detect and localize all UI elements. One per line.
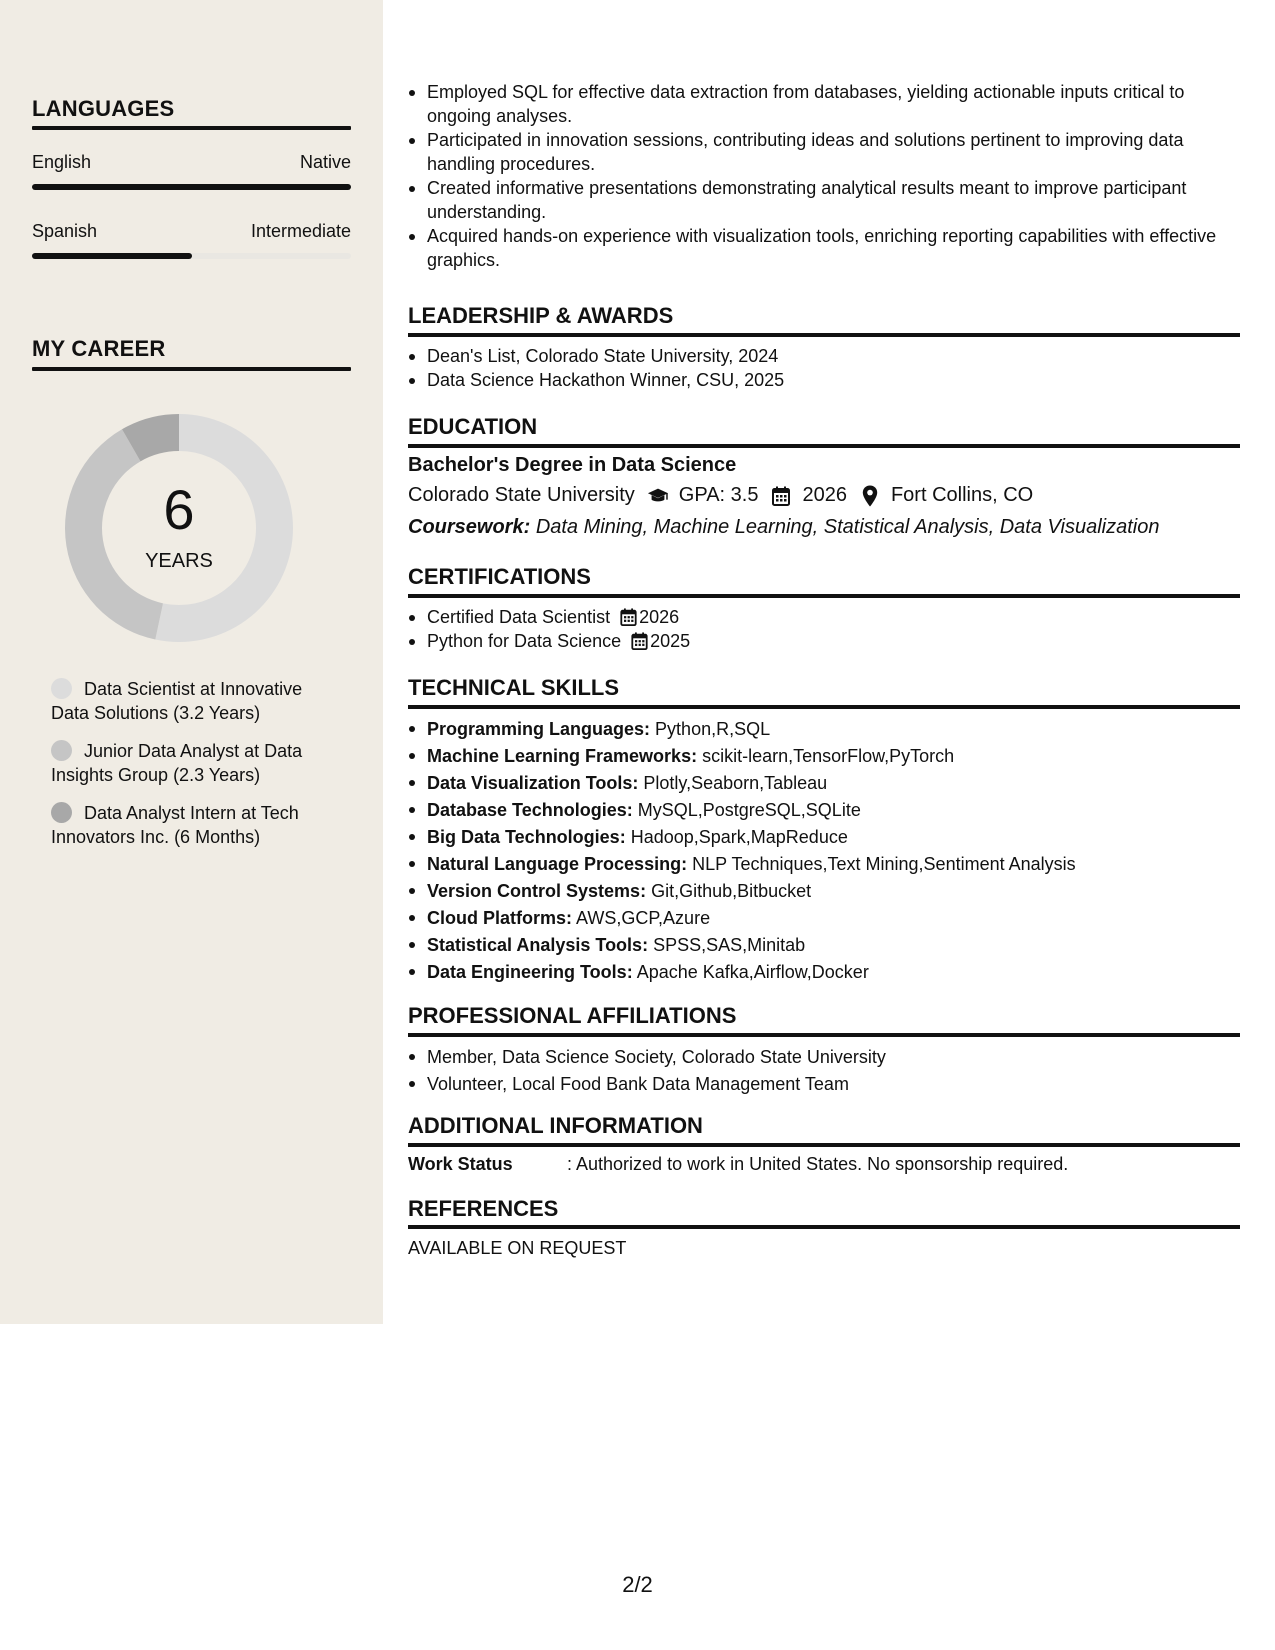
career-role-item xyxy=(51,677,331,725)
coursework-label: Coursework: xyxy=(408,516,531,538)
degree-name: Bachelor's Degree in Data Science xyxy=(408,454,737,476)
certifications-list xyxy=(408,605,1240,653)
references-value: AVAILABLE ON REQUEST xyxy=(408,1238,627,1258)
list-item xyxy=(408,770,1240,797)
certifications-title: CERTIFICATIONS xyxy=(408,564,591,589)
skill-values: Git,Github,Bitbucket xyxy=(651,881,812,901)
gpa-value: GPA: 3.5 xyxy=(678,484,759,506)
work-status-row xyxy=(408,1154,1068,1175)
skill-values: NLP Techniques,Text Mining,Sentiment Analysis xyxy=(692,854,1076,874)
skill-values: scikit-learn,TensorFlow,PyTorch xyxy=(702,746,955,766)
affiliations-list xyxy=(408,1044,1240,1098)
skill-values: Apache Kafka,Airflow,Docker xyxy=(636,962,869,982)
skill-category: Version Control Systems: xyxy=(427,881,647,901)
leadership-title: LEADERSHIP & AWARDS xyxy=(408,303,674,328)
list-item: Member, Data Science Society, Colorado State University xyxy=(408,1044,1240,1071)
work-status-value: : Authorized to work in United States. No sponsorship required. xyxy=(567,1154,1069,1174)
languages-title: LANGUAGES xyxy=(32,96,175,121)
career-role-label: Data Analyst Intern at Tech Innovators Inc. (6 Months) xyxy=(51,803,299,847)
list-item xyxy=(408,959,1240,986)
certification-name: Python for Data Science xyxy=(427,631,622,651)
list-item xyxy=(408,743,1240,770)
skill-category: Big Data Technologies: xyxy=(427,827,626,847)
additional-title: ADDITIONAL INFORMATION xyxy=(408,1113,703,1138)
list-item xyxy=(408,851,1240,878)
language-level: Intermediate xyxy=(250,221,351,241)
section-rule xyxy=(408,1225,1240,1229)
language-row-english xyxy=(32,152,351,173)
legend-dot xyxy=(51,678,72,699)
list-item: Employed SQL for effective data extraction from databases, yielding actionable inputs critical to ongoing analyses. xyxy=(408,80,1240,128)
skill-values: Plotly,Seaborn,Tableau xyxy=(643,773,828,793)
career-rule xyxy=(32,367,351,371)
list-item xyxy=(408,878,1240,905)
skills-title: TECHNICAL SKILLS xyxy=(408,675,620,700)
list-item xyxy=(408,932,1240,959)
skill-category: Statistical Analysis Tools: xyxy=(427,935,649,955)
calendar-icon xyxy=(620,608,637,626)
list-item xyxy=(408,605,1240,629)
certification-name: Certified Data Scientist xyxy=(427,607,611,627)
career-role-label: Junior Data Analyst at Data Insights Group (2.3 Years) xyxy=(51,741,303,785)
map-pin-icon xyxy=(859,485,881,507)
language-bar-fill xyxy=(32,253,192,259)
list-item: Data Science Hackathon Winner, CSU, 2025 xyxy=(408,368,1240,392)
education-details xyxy=(408,484,1033,507)
legend-dot xyxy=(51,802,72,823)
language-bar-spanish xyxy=(32,253,351,259)
list-item xyxy=(408,716,1240,743)
skill-category: Natural Language Processing: xyxy=(427,854,688,874)
career-role-item xyxy=(51,801,331,849)
certification-year: 2026 xyxy=(639,607,680,627)
language-bar-english xyxy=(32,184,351,190)
section-rule xyxy=(408,594,1240,598)
affiliations-title: PROFESSIONAL AFFILIATIONS xyxy=(408,1003,737,1028)
career-role-item xyxy=(51,739,331,787)
list-item: Participated in innovation sessions, contributing ideas and solutions pertinent to improving data handling procedures. xyxy=(408,128,1240,176)
language-name: Spanish xyxy=(32,221,98,241)
skill-category: Cloud Platforms: xyxy=(427,908,573,928)
language-name: English xyxy=(32,152,92,172)
coursework-list: Data Mining, Machine Learning, Statistical Analysis, Data Visualization xyxy=(535,516,1160,538)
graduation-year: 2026 xyxy=(802,484,847,506)
certification-year: 2025 xyxy=(650,631,691,651)
legend-dot xyxy=(51,740,72,761)
career-total-unit: YEARS xyxy=(145,550,213,572)
education-title: EDUCATION xyxy=(408,414,538,439)
skill-category: Machine Learning Frameworks: xyxy=(427,746,698,766)
leadership-list xyxy=(408,344,1240,392)
section-rule xyxy=(408,1143,1240,1147)
sidebar xyxy=(0,0,383,1324)
skill-category: Programming Languages: xyxy=(427,719,651,739)
section-rule xyxy=(408,705,1240,709)
work-status-label: Work Status xyxy=(408,1154,513,1174)
skills-list xyxy=(408,716,1240,986)
language-row-spanish xyxy=(32,221,351,242)
list-item xyxy=(408,905,1240,932)
skill-category: Data Engineering Tools: xyxy=(427,962,633,982)
skill-category: Database Technologies: xyxy=(427,800,633,820)
skill-category: Data Visualization Tools: xyxy=(427,773,639,793)
career-total-value: 6 xyxy=(163,478,195,541)
coursework-line xyxy=(408,516,1159,539)
skill-values: MySQL,PostgreSQL,SQLite xyxy=(637,800,861,820)
page-number: 2/2 xyxy=(622,1572,653,1597)
career-role-label: Data Scientist at Innovative Data Solutions (3.2 Years) xyxy=(51,679,303,723)
calendar-icon xyxy=(631,632,648,650)
career-donut-chart xyxy=(65,414,293,642)
list-item: Created informative presentations demonstrating analytical results meant to improve participant understanding. xyxy=(408,176,1240,224)
language-bar-fill xyxy=(32,184,351,190)
list-item: Volunteer, Local Food Bank Data Management Team xyxy=(408,1071,1240,1098)
experience-bullet-list xyxy=(408,80,1240,272)
school-name: Colorado State University xyxy=(408,484,635,506)
section-rule xyxy=(408,1033,1240,1037)
languages-rule xyxy=(32,126,351,130)
skill-values: Python,R,SQL xyxy=(655,719,771,739)
career-title: MY CAREER xyxy=(32,336,166,361)
skill-values: SPSS,SAS,Minitab xyxy=(653,935,806,955)
skill-values: AWS,GCP,Azure xyxy=(576,908,711,928)
calendar-icon xyxy=(770,485,792,507)
list-item: Acquired hands-on experience with visualization tools, enriching reporting capabilities with effective graphics. xyxy=(408,224,1240,272)
section-rule xyxy=(408,333,1240,337)
references-title: REFERENCES xyxy=(408,1196,559,1221)
list-item xyxy=(408,797,1240,824)
list-item xyxy=(408,824,1240,851)
skill-values: Hadoop,Spark,MapReduce xyxy=(630,827,848,847)
list-item xyxy=(408,629,1240,653)
language-level: Native xyxy=(299,152,351,172)
graduation-cap-icon xyxy=(647,485,669,507)
school-location: Fort Collins, CO xyxy=(890,484,1034,506)
section-rule xyxy=(408,444,1240,448)
list-item: Dean's List, Colorado State University, 2024 xyxy=(408,344,1240,368)
